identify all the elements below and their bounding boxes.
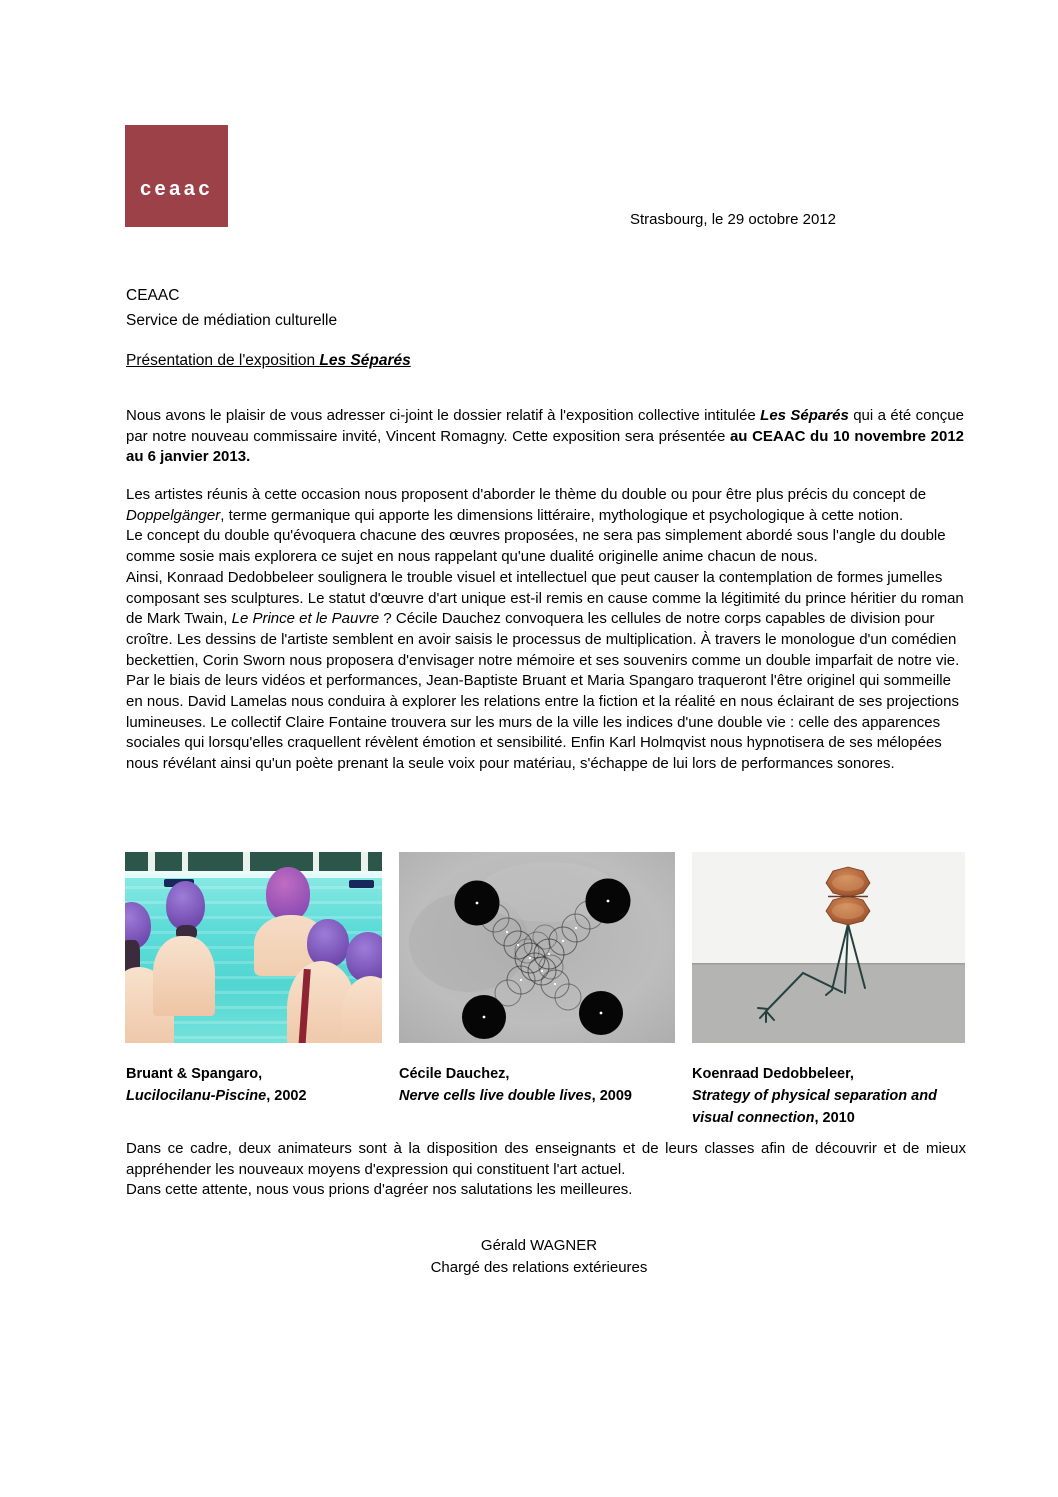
artwork-photo-sculpture <box>692 852 965 1043</box>
swimmer-torso-shape <box>153 936 215 1016</box>
pool-edge-band <box>125 852 382 871</box>
artist-name: Cécile Dauchez, <box>399 1066 510 1082</box>
doppelganger-term: Doppelgänger <box>126 506 221 524</box>
exhibition-name-inline: Les Séparés <box>760 407 849 424</box>
pool-reflection-line <box>125 871 382 878</box>
department-name: Service de médiation culturelle <box>126 312 338 329</box>
lane-block <box>349 880 375 889</box>
pool-post <box>361 852 368 871</box>
pool-post <box>148 852 155 871</box>
swim-cap-shape <box>307 919 348 967</box>
work-year: , 2010 <box>814 1110 855 1126</box>
body-p1-text-1: Les artistes réunis à cette occasion nous proposent d'aborder le thème du double ou pour être plus précis du concept de <box>126 486 927 503</box>
intro-text-2: qui a été conçue par notre nouveau commissaire invité, Vincent Romagny. Cette exposition sera présentée <box>126 407 964 445</box>
page-title <box>126 352 411 370</box>
closing-text <box>126 1139 966 1201</box>
intro-text-1: Nous avons le plaisir de vous adresser ci-joint le dossier relatif à l'exposition collective intitulée <box>126 407 761 424</box>
date-line: Strasbourg, le 29 octobre 2012 <box>630 211 836 228</box>
body-p1-text-2: , terme germanique qui apporte les dimensions littéraire, mythologique et psychologique à cette notion. <box>220 506 904 524</box>
signatory-name: Gérald WAGNER <box>480 1237 598 1254</box>
title-prefix: Présentation de l'exposition <box>126 352 320 369</box>
exhibition-name: Les Séparés <box>319 352 411 369</box>
pool-post <box>243 852 250 871</box>
work-year: , 2002 <box>266 1088 307 1104</box>
figure-caption-1 <box>126 1063 386 1107</box>
figure-caption-3 <box>692 1063 964 1129</box>
work-title: Strategy of physical separation and visual connection <box>692 1088 937 1126</box>
artist-name: Koenraad Dedobbeleer, <box>692 1066 854 1082</box>
artist-name: Bruant & Spangaro, <box>126 1066 263 1082</box>
body-p3-text-2: ? Cécile Dauchez convoquera les cellules de notre corps capables de division pour croître. Les dessins de l'artiste semblent en avoir saisis le processus de multiplication. À travers le monologue d'un comédien beckettien, Corin Sworn nous proposera d'envisager notre mémoire et ses souvenirs comme un double imparfait de notre vie. Par le biais de leurs vidéos et performances, Jean-Baptiste Bruant et Maria Spangaro traqueront l'être originel qui sommeille en nous. David Lamelas nous conduira à explorer les relations entre la fiction et la réalité en nous éclairant de ses projections lumineuses. Le collectif Claire Fontaine trouvera sur les murs de la ville les indices d'une double vie : celle des apparences sociales qui lorsqu'elles craquellent révèlent émotion et sensibilité. Enfin Karl Holmqvist nous hypnotisera de ses mélopées nous révélant ainsi qu'un poète prenant la seule voix pour matériau, s'échappe de lui lors de performances sonores. <box>126 610 960 773</box>
organization-name: CEAAC <box>126 287 180 304</box>
intro-paragraph <box>126 406 964 468</box>
exhibition-dates: au CEAAC du 10 novembre 2012 au 6 janvier 2013. <box>126 427 964 466</box>
work-title: Nerve cells live double lives <box>399 1088 592 1104</box>
stacked-pods <box>826 867 870 925</box>
signature-block <box>319 1235 759 1279</box>
sculpture-graphic <box>692 852 965 1043</box>
artwork-photo-circles-drawing <box>399 852 675 1043</box>
body-paragraph-2: Le concept du double qu'évoquera chacune des œuvres proposées, ne sera pas simplement abordé sous l'angle du double comme sosie mais explorera ce sujet en nous rappelant qu'une dualité originelle anime chacun de nous. <box>126 527 946 566</box>
work-title-line <box>126 1085 386 1107</box>
body-text <box>126 485 968 775</box>
book-title: Le Prince et le Pauvre <box>231 610 380 628</box>
figure-caption-2 <box>399 1063 679 1107</box>
pool-post <box>182 852 189 871</box>
body-p3-text-1: Ainsi, Konraad Dedobbeleer soulignera le trouble visuel et intellectuel que peut causer la contemplation de formes jumelles composant ses sculptures. Le statut d'œuvre d'art unique est-il remis en cause comme la légitimité du prince héritier du roman de Mark Twain, <box>126 568 964 628</box>
swim-cap-shape <box>346 932 382 982</box>
pool-post <box>313 852 320 871</box>
circles-drawing-graphic <box>399 852 675 1043</box>
closing-paragraph-2: Dans cette attente, nous vous prions d'agréer nos salutations les meilleures. <box>126 1181 633 1199</box>
body-paragraph-1 <box>126 485 968 526</box>
logo-mark <box>125 125 228 227</box>
work-title-line <box>399 1085 679 1107</box>
signatory-role: Chargé des relations extérieures <box>430 1259 648 1276</box>
logo-text: ceaac <box>139 178 214 200</box>
swim-cap-shape <box>166 881 205 931</box>
closing-paragraph-1: Dans ce cadre, deux animateurs sont à la disposition des enseignants et de leurs classes afin de découvrir et de mieux appréhender les nouveaux moyens d'expression qui constituent l'art actuel. <box>126 1140 966 1178</box>
work-year: , 2009 <box>591 1088 632 1104</box>
artwork-photo-pool <box>125 852 382 1043</box>
swim-cap-shape <box>266 867 310 920</box>
work-title: Lucilocilanu-Piscine <box>126 1088 267 1104</box>
body-paragraph-3 <box>126 568 968 775</box>
org-header <box>126 283 337 333</box>
work-title-line <box>692 1085 964 1129</box>
